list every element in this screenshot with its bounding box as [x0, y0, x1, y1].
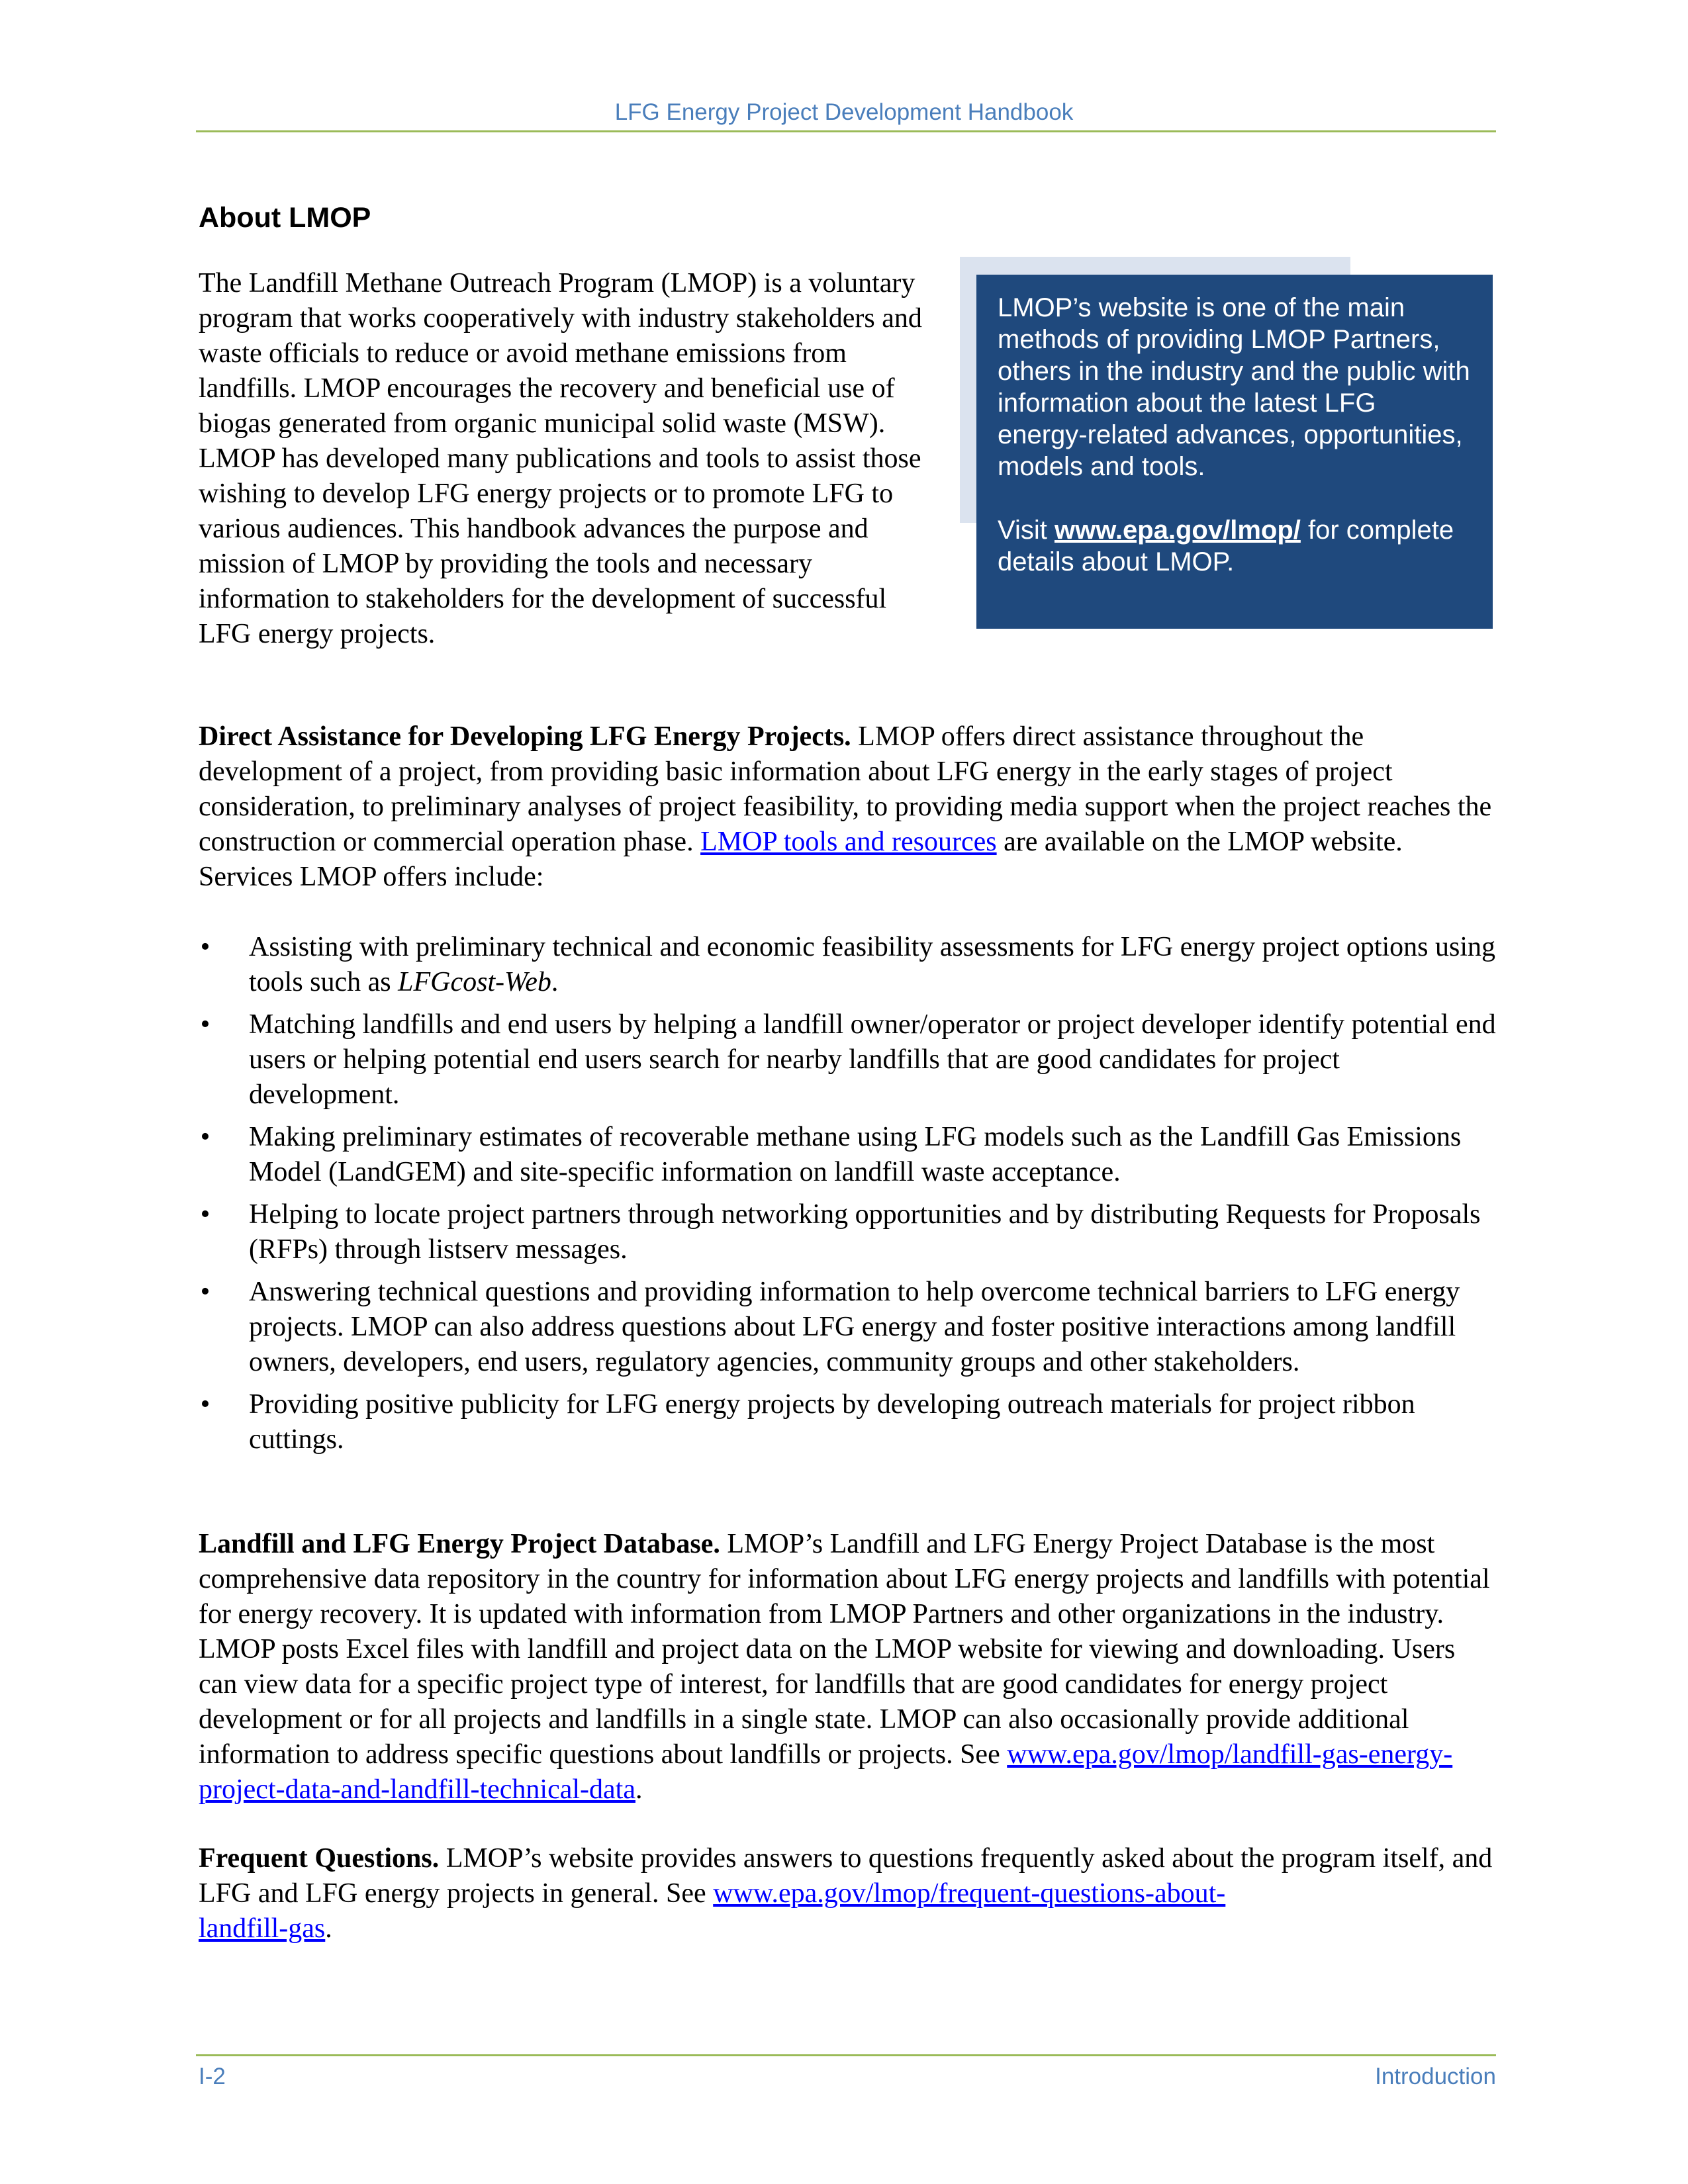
list-item [199, 1120, 1496, 1190]
service-text: Providing positive publicity for LFG energy projects by developing outreach materials for project ribbon cuttings. [249, 1389, 1415, 1455]
service-text: Making preliminary estimates of recoverable methane using LFG models such as the Landfill Gas Emissions Model (LandGEM) and site-specific information on landfill waste acceptance. [249, 1122, 1462, 1187]
faq-text-end: . [325, 1913, 332, 1944]
direct-assistance-text-end: are available on the LMOP website. Services LMOP offers include: [199, 827, 1403, 892]
service-text: Answering technical questions and providing information to help overcome technical barriers to LFG energy projects. LMOP can also address questions about LFG energy and foster positive interactions among landfill owners, developers, end users, regulatory agencies, community groups and other stakeholders. [249, 1277, 1460, 1377]
faq-link[interactable]: www.epa.gov/lmop/frequent-questions-about- [713, 1878, 1226, 1909]
intro-paragraph: The Landfill Methane Outreach Program (LMOP) is a voluntary program that works cooperatively with industry stakeholders and waste officials to reduce or avoid methane emissions from landfills. LMOP encourages the recovery and beneficial use of biogas generated from organic municipal solid waste (MSW). LMOP has developed many publications and tools to assist those wishing to develop LFG energy projects or to promote LFG to various audiences. This handbook advances the purpose and mission of LMOP by providing the tools and necessary information to stakeholders for the development of successful LFG energy projects. [199, 268, 922, 649]
running-header: LFG Energy Project Development Handbook [614, 99, 1074, 125]
bullet-icon: • [200, 932, 211, 962]
footer-section-name: Introduction [1375, 2064, 1496, 2089]
footer-rule [196, 2054, 1496, 2056]
faq-lead: Frequent Questions. [199, 1843, 440, 1874]
faq-text: LMOP’s website provides answers to questions frequently asked about the program itself, and LFG and LFG energy projects in general. See [199, 1843, 1493, 1909]
list-item [199, 1275, 1496, 1380]
faq-paragraph [199, 1841, 1496, 1946]
callout-visit-prefix: Visit [998, 516, 1055, 545]
service-text: Matching landfills and end users by helping a landfill owner/operator or project developer identify potential end users or helping potential end users search for nearby landfills that are good candidates for project development. [249, 1009, 1496, 1110]
callout-visit [998, 514, 1473, 578]
list-item [199, 1197, 1496, 1267]
lfgcost-web-name: LFGcost-Web [398, 967, 551, 997]
list-item [199, 1387, 1496, 1457]
services-list [199, 930, 1496, 1465]
section-heading: About LMOP [199, 202, 371, 234]
page-number: I-2 [199, 2064, 226, 2089]
database-paragraph [199, 1527, 1496, 1807]
callout-text: LMOP’s website is one of the main methods of providing LMOP Partners, others in the industry and the public with information about the latest LFG energy-related advances, opportunities, models and tools. [998, 293, 1470, 481]
callout-box [976, 275, 1493, 629]
database-text-end: . [635, 1774, 643, 1805]
bullet-icon: • [200, 1199, 211, 1230]
bullet-icon: • [200, 1389, 211, 1420]
bullet-icon: • [200, 1009, 211, 1040]
service-text-end: . [551, 967, 559, 997]
list-item [199, 1007, 1496, 1113]
bullet-icon: • [200, 1122, 211, 1152]
database-link[interactable]: www.epa.gov/lmop/landfill-gas-energy-project-data-and-landfill-technical-data [199, 1739, 1453, 1805]
callout-visit-suffix: for complete details about LMOP. [998, 516, 1454, 576]
direct-assistance-text: LMOP offers direct assistance throughout the development of a project, from providing basic information about LFG energy in the early stages of project consideration, to preliminary analyses of project feasibility, to providing media support when the project reaches the construction or commercial operation phase. [199, 721, 1492, 857]
direct-assistance-lead: Direct Assistance for Developing LFG Energy Projects. [199, 721, 851, 752]
service-text: Assisting with preliminary technical and economic feasibility assessments for LFG energy project options using tools such as [249, 932, 1496, 997]
lmop-tools-link[interactable]: LMOP tools and resources [700, 827, 997, 857]
database-text: LMOP’s Landfill and LFG Energy Project Database is the most comprehensive data repository in the country for information about LFG energy projects and landfills with potential for energy recovery. It is updated with information from LMOP Partners and other organizations in the industry. LMOP posts Excel files with landfill and project data on the LMOP website for viewing and downloading. Users can view data for a specific project type of interest, for landfills that are good candidates for energy project development or for all projects and landfills in a single state. LMOP can also occasionally provide additional information to address specific questions about landfills or projects. See [199, 1529, 1490, 1770]
database-lead: Landfill and LFG Energy Project Database. [199, 1529, 720, 1559]
direct-assistance-paragraph [199, 719, 1496, 895]
service-text: Helping to locate project partners through networking opportunities and by distributing Requests for Proposals (RFPs) through listserv messages. [249, 1199, 1481, 1265]
faq-link-continued[interactable]: landfill-gas [199, 1913, 326, 1944]
list-item [199, 930, 1496, 1000]
bullet-icon: • [200, 1277, 211, 1307]
header-rule [196, 130, 1496, 132]
callout-url-link[interactable]: www.epa.gov/lmop/ [1054, 516, 1301, 545]
